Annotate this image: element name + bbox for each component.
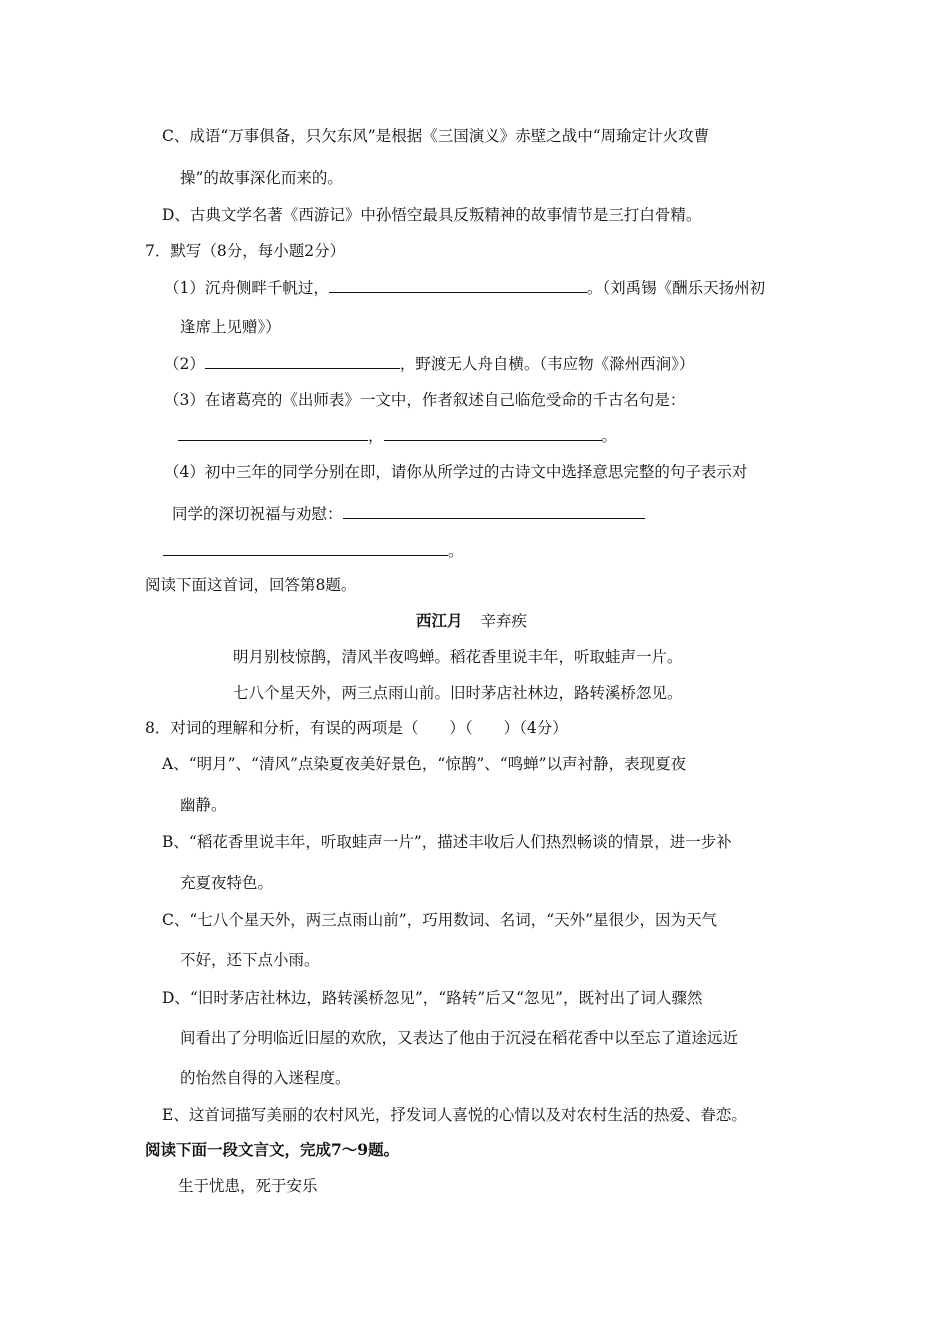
q7-item-3-comma: ， <box>368 427 384 445</box>
q8-option-b-line2: 充夏夜特色。 <box>180 874 274 892</box>
q6-option-d: D、古典文学名著《西游记》中孙悟空最具反叛精神的故事情节是三打白骨精。 <box>162 206 702 224</box>
poem-intro: 阅读下面这首词，回答第8题。 <box>145 576 357 594</box>
q7-item-3-blank-2[interactable] <box>384 425 602 441</box>
q8-option-a-line1: A、“明月”、“清风”点染夏夜美好景色，“惊鹊”、“鸣蝉”以声衬静，表现夏夜 <box>162 755 687 773</box>
q6-option-c-line1: C、成语“万事俱备，只欠东风”是根据《三国演义》赤壁之战中“周瑜定计火攻曹 <box>162 127 710 145</box>
q7-item-2-prefix: （2） <box>164 355 205 373</box>
q7-item-4-blank-2[interactable] <box>163 540 448 556</box>
q7-item-2-blank[interactable] <box>205 353 400 369</box>
q8-option-d-line3: 的怡然自得的入迷程度。 <box>180 1069 351 1087</box>
q8-option-c-line2: 不好，还下点小雨。 <box>180 951 320 969</box>
q8-option-c-line1: C、“七八个星天外，两三点雨山前”，巧用数词、名词，“天外”星很少，因为天气 <box>162 911 718 929</box>
q7-item-3: （3）在诸葛亮的《出师表》一文中，作者叙述自己临危受命的千古名句是： <box>164 391 686 409</box>
q7-title: 7．默写（8分，每小题2分） <box>145 242 346 260</box>
q8-title: 8．对词的理解和分析，有误的两项是（ ）（ ）（4分） <box>145 719 568 737</box>
q7-item-3-answer <box>178 425 617 447</box>
q7-item-4-prefix: 同学的深切祝福与劝慰： <box>172 505 343 523</box>
poem-title: 西江月 <box>416 611 463 630</box>
q8-option-d-line2: 间看出了分明临近旧屋的欢欣，又表达了他由于沉浸在稻花香中以至忘了道途远近 <box>180 1029 739 1047</box>
poem-heading <box>416 610 527 632</box>
poem-line-2: 七八个星天外，两三点雨山前。旧时茅店社林边，路转溪桥忽见。 <box>233 684 683 702</box>
classical-title: 生于忧患，死于安乐 <box>178 1177 318 1195</box>
q7-item-3-end: 。 <box>601 427 618 445</box>
q8-option-a-line2: 幽静。 <box>180 796 227 814</box>
q7-item-1-suffix: 。（刘禹锡《酬乐天扬州初 <box>586 279 766 297</box>
q7-item-4-line3 <box>163 540 464 562</box>
q7-item-1-line2: 逢席上见赠》） <box>180 318 281 336</box>
q7-item-1-blank[interactable] <box>329 277 587 293</box>
q7-item-3-blank-1[interactable] <box>178 425 368 441</box>
classical-intro: 阅读下面一段文言文，完成7～9题。 <box>145 1140 400 1159</box>
q7-item-4-end: 。 <box>448 542 464 560</box>
poem-author: 辛弃疾 <box>480 612 528 630</box>
q7-item-4-line2 <box>172 503 645 525</box>
q8-option-e: E、这首词描写美丽的农村风光，抒发词人喜悦的心情以及对农村生活的热爱、眷恋。 <box>162 1106 747 1124</box>
q8-option-d-line1: D、“旧时茅店社林边，路转溪桥忽见”，“路转”后又“忽见”，既衬出了词人骤然 <box>162 989 703 1007</box>
q8-option-b-line1: B、“稻花香里说丰年，听取蛙声一片”，描述丰收后人们热烈畅谈的情景，进一步补 <box>162 833 732 851</box>
q6-option-c-line2: 操”的故事深化而来的。 <box>180 169 343 187</box>
poem-line-1: 明月别枝惊鹊，清风半夜鸣蝉。稻花香里说丰年，听取蛙声一片。 <box>233 648 683 666</box>
q7-item-2-suffix: ，野渡无人舟自横。（韦应物《滁州西涧》） <box>399 355 695 373</box>
q7-item-1 <box>164 277 765 299</box>
q7-item-1-prefix: （1）沉舟侧畔千帆过， <box>164 279 329 297</box>
q7-item-4-line1: （4）初中三年的同学分别在即，请你从所学过的古诗文中选择意思完整的句子表示对 <box>164 463 748 481</box>
q7-item-2 <box>164 353 694 375</box>
q7-item-4-blank-1[interactable] <box>343 503 645 519</box>
